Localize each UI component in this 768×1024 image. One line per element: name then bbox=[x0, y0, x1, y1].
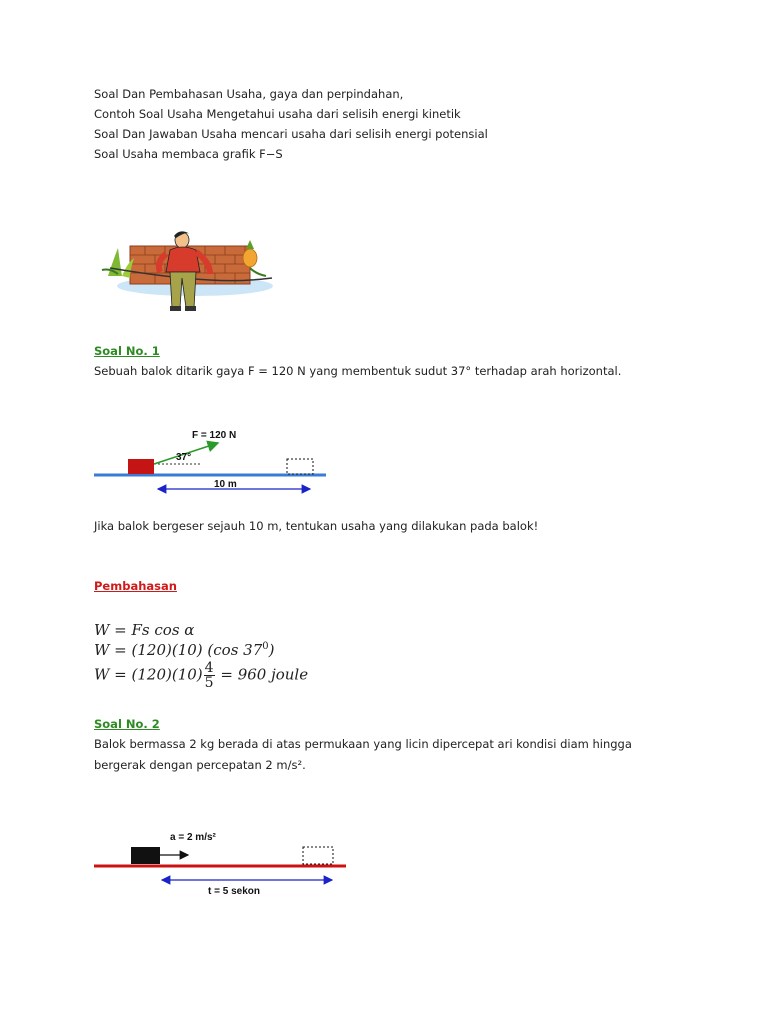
q2-heading: Soal No. 2 bbox=[94, 717, 160, 731]
q1-text: Sebuah balok ditarik gaya F = 120 N yang membentuk sudut 37° terhadap arah horizontal. bbox=[94, 364, 622, 378]
q1-heading: Soal No. 1 bbox=[94, 344, 160, 358]
equation-1: W = Fs cos α bbox=[94, 621, 195, 639]
block bbox=[128, 459, 154, 474]
intro-link-2[interactable]: Contoh Soal Usaha Mengetahui usaha dari selisih energi kinetik bbox=[94, 107, 461, 121]
equation-3: W = (120)(10) $\frac{4}{5}$ = 960 joule bbox=[94, 660, 309, 691]
intro-link-3[interactable]: Soal Dan Jawaban Usaha mencari usaha dari selisih energi potensial bbox=[94, 127, 488, 141]
distance-label: 10 m bbox=[214, 479, 237, 490]
q2-text-line-2: bergerak dengan percepatan 2 m/s². bbox=[94, 758, 306, 772]
block-final-position bbox=[287, 459, 313, 474]
block bbox=[131, 847, 160, 864]
intro-link-1[interactable]: Soal Dan Pembahasan Usaha, gaya dan perpindahan, bbox=[94, 87, 404, 101]
angle-label: 37° bbox=[176, 452, 192, 463]
q1-question: Jika balok bergeser sejauh 10 m, tentukan usaha yang dilakukan pada balok! bbox=[94, 519, 539, 533]
solution-heading: Pembahasan bbox=[94, 579, 177, 593]
force-label: F = 120 N bbox=[192, 430, 237, 441]
equation-2: W = (120)(10) (cos $37^0$) bbox=[94, 641, 275, 659]
illustration-man-pulling bbox=[100, 228, 280, 316]
equation-2-superscript: 0 bbox=[262, 641, 269, 652]
q2-text-line-1: Balok bermassa 2 kg berada di atas permukaan yang licin dipercepat ari kondisi diam hingga bbox=[94, 737, 632, 751]
block-final-position bbox=[303, 847, 333, 864]
time-label: t = 5 sekon bbox=[208, 886, 260, 897]
intro-link-4[interactable]: Soal Usaha membaca grafik F−S bbox=[94, 147, 283, 161]
acceleration-label: a = 2 m/s² bbox=[170, 832, 216, 843]
fraction: $\frac{4}{5}$ bbox=[204, 660, 214, 691]
